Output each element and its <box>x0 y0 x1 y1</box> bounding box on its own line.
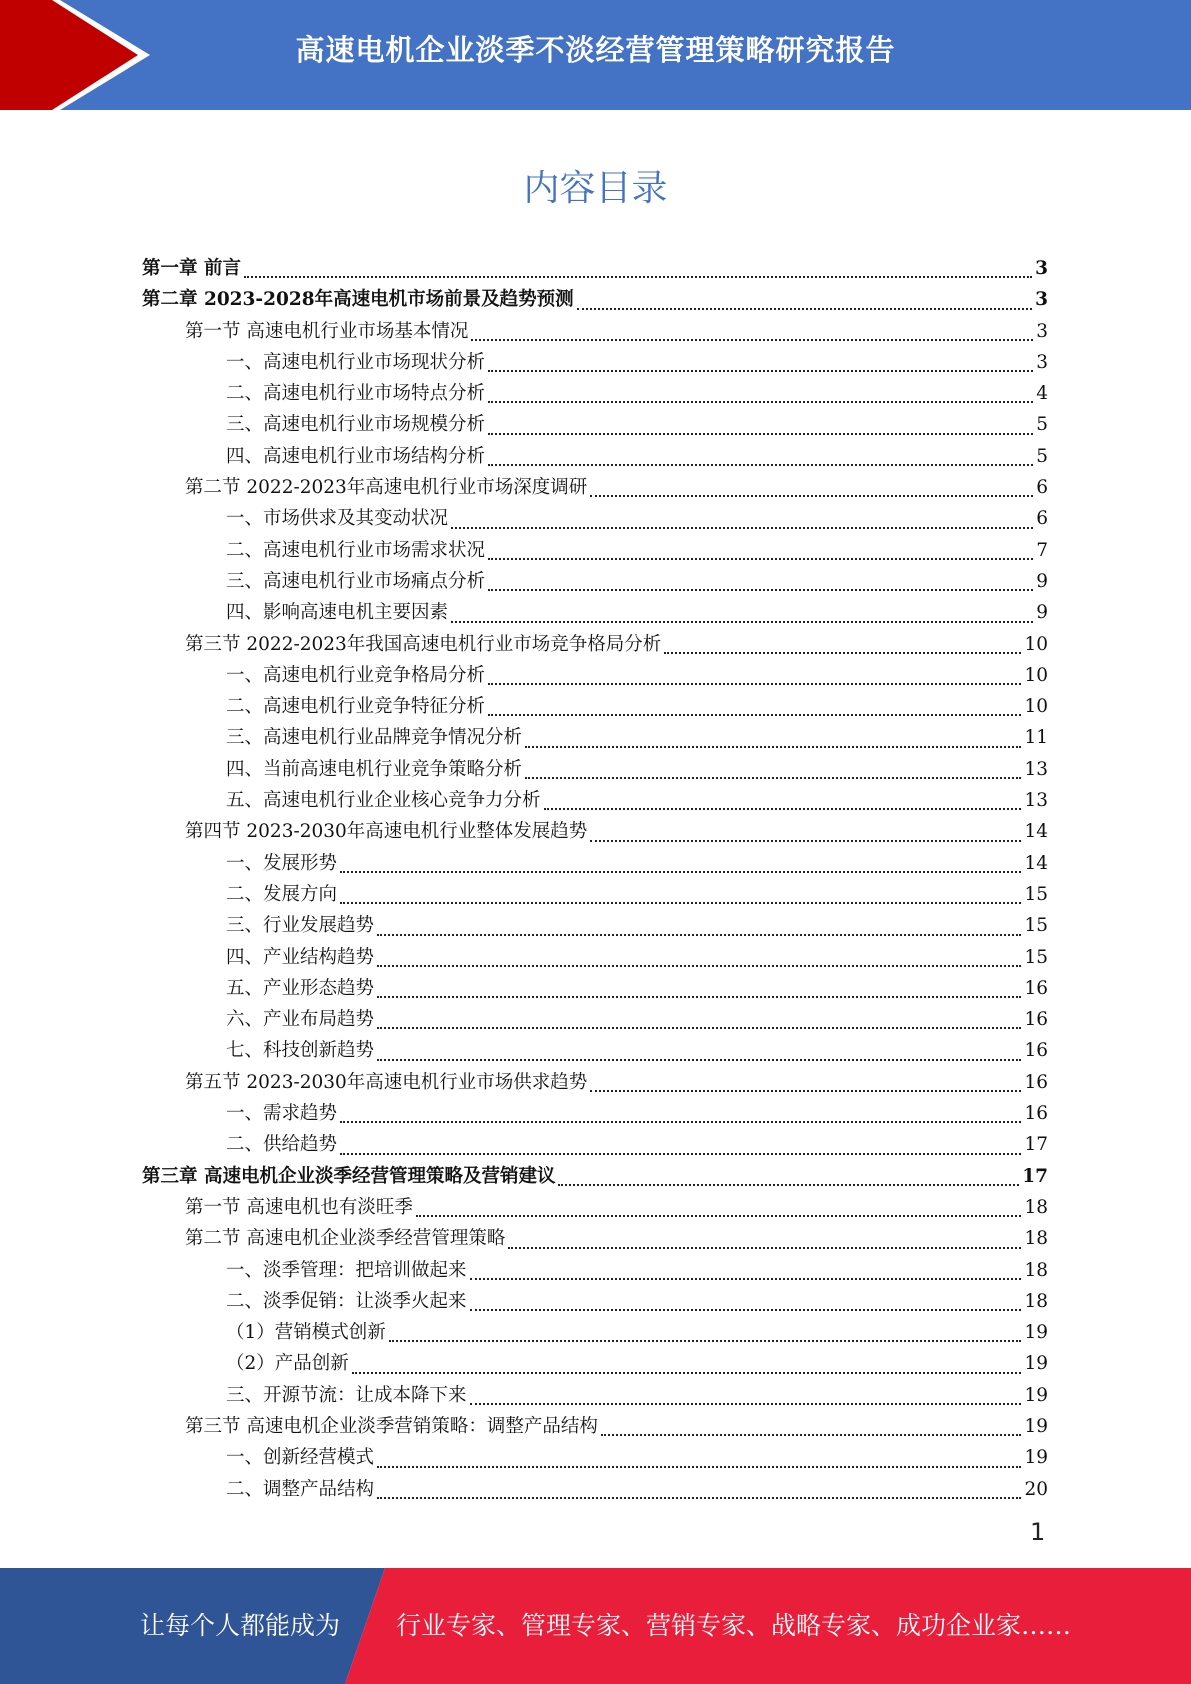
toc-dot-leader <box>389 1340 1022 1342</box>
toc-entry-page: 15 <box>1024 946 1048 968</box>
toc-entry[interactable] <box>142 1412 1048 1443</box>
toc-entry[interactable] <box>142 1068 1048 1099</box>
toc-entry-title: （1）营销模式创新 <box>226 1322 386 1344</box>
toc-entry-page: 16 <box>1024 1009 1048 1031</box>
toc-entry[interactable] <box>142 849 1048 880</box>
toc-entry-page: 20 <box>1024 1478 1048 1500</box>
toc-entry-page: 19 <box>1024 1353 1048 1375</box>
toc-dot-leader <box>577 308 1033 310</box>
toc-entry[interactable] <box>142 1287 1048 1318</box>
toc-entry-page: 10 <box>1024 696 1048 718</box>
toc-dot-leader <box>590 495 1033 497</box>
toc-dot-leader <box>508 1247 1021 1249</box>
toc-dot-leader <box>340 902 1021 904</box>
toc-entry[interactable] <box>142 723 1048 754</box>
toc-entry-page: 16 <box>1024 1071 1048 1093</box>
toc-entry-page: 3 <box>1035 289 1048 311</box>
toc-dot-leader <box>525 777 1021 779</box>
toc-entry-page: 13 <box>1024 790 1048 812</box>
toc-entry-title: 二、淡季促销：让淡季火起来 <box>226 1290 467 1312</box>
toc-dot-leader <box>340 871 1021 873</box>
toc-entry-title: 三、高速电机行业品牌竞争情况分析 <box>226 727 523 749</box>
toc-entry-page: 18 <box>1024 1290 1048 1312</box>
toc-entry[interactable] <box>142 1475 1048 1506</box>
toc-dot-leader <box>352 1372 1022 1374</box>
toc-entry-title: 三、高速电机行业市场痛点分析 <box>226 570 486 592</box>
toc-dot-leader <box>601 1434 1022 1436</box>
toc-entry[interactable] <box>142 1318 1048 1349</box>
toc-dot-leader <box>470 1403 1022 1405</box>
toc-entry[interactable] <box>142 943 1048 974</box>
toc-entry-page: 5 <box>1036 445 1048 467</box>
toc-dot-leader <box>590 840 1021 842</box>
toc-entry-page: 16 <box>1024 1103 1048 1125</box>
toc-dot-leader <box>471 339 1033 341</box>
toc-dot-leader <box>340 1153 1021 1155</box>
toc-dot-leader <box>470 1278 1022 1280</box>
toc-entry-title: 第四节 2023-2030年高速电机行业整体发展趋势 <box>185 821 588 843</box>
toc-entry-title: （2）产品创新 <box>226 1353 349 1375</box>
toc-entry-page: 16 <box>1024 977 1048 999</box>
toc-dot-leader <box>377 1497 1021 1499</box>
toc-entry[interactable] <box>142 630 1048 661</box>
toc-entry[interactable] <box>142 1036 1048 1067</box>
toc-entry[interactable] <box>142 317 1048 348</box>
toc-entry-page: 6 <box>1036 508 1048 530</box>
report-title: 高速电机企业淡季不淡经营管理策略研究报告 <box>295 33 896 67</box>
toc-entry-title: 第一节 高速电机也有淡旺季 <box>185 1196 413 1218</box>
toc-entry-page: 18 <box>1024 1228 1048 1250</box>
toc-dot-leader <box>544 808 1022 810</box>
toc-entry-page: 18 <box>1024 1196 1048 1218</box>
toc-dot-leader <box>451 527 1033 529</box>
toc-dot-leader <box>377 1466 1021 1468</box>
toc-entry-title: 一、创新经营模式 <box>226 1447 375 1469</box>
toc-entry-page: 19 <box>1024 1322 1048 1344</box>
toc-entry-page: 19 <box>1024 1415 1048 1437</box>
toc-entry[interactable] <box>142 755 1048 786</box>
toc-entry-page: 7 <box>1036 539 1048 561</box>
toc-dot-leader <box>340 1121 1021 1123</box>
toc-dot-leader <box>558 1184 1019 1186</box>
toc-entry[interactable] <box>142 692 1048 723</box>
toc-entry-title: 二、高速电机行业竞争特征分析 <box>226 696 486 718</box>
toc-entry-page: 9 <box>1036 602 1048 624</box>
toc-dot-leader <box>488 714 1021 716</box>
toc-entry-title: 三、高速电机行业市场规模分析 <box>226 414 486 436</box>
toc-entry-page: 6 <box>1036 477 1048 499</box>
toc-dot-leader <box>488 433 1033 435</box>
toc-dot-leader <box>664 652 1021 654</box>
toc-entry-page: 3 <box>1035 258 1048 279</box>
toc-dot-leader <box>377 1059 1021 1061</box>
toc-dot-leader <box>488 683 1021 685</box>
toc-entry[interactable] <box>142 442 1048 473</box>
toc-entry[interactable] <box>142 817 1048 848</box>
toc-entry-title: 第三节 高速电机企业淡季营销策略：调整产品结构 <box>185 1415 598 1437</box>
toc-entry-title: 三、开源节流：让成本降下来 <box>226 1384 467 1406</box>
toc-entry-title: 第三节 2022-2023年我国高速电机行业市场竞争格局分析 <box>185 633 662 655</box>
toc-entry-page: 15 <box>1024 883 1048 905</box>
toc-entry[interactable] <box>142 1162 1048 1193</box>
toc-entry[interactable] <box>142 1193 1048 1224</box>
toc-entry-title: 四、产业结构趋势 <box>226 946 375 968</box>
toc-entry-title: 七、科技创新趋势 <box>226 1040 375 1062</box>
toc-heading: 内容目录 <box>523 168 668 209</box>
toc-entry[interactable] <box>142 974 1048 1005</box>
toc-entry-title: 二、调整产品结构 <box>226 1478 375 1500</box>
toc-entry-title: 一、高速电机行业市场现状分析 <box>226 351 486 373</box>
toc-entry[interactable] <box>142 285 1048 316</box>
toc-entry-title: 一、需求趋势 <box>226 1103 338 1125</box>
toc-entry-page: 17 <box>1022 1165 1048 1187</box>
toc-dot-leader <box>377 965 1021 967</box>
toc-dot-leader <box>377 934 1021 936</box>
toc-entry[interactable] <box>142 504 1048 535</box>
toc-dot-leader <box>470 1309 1022 1311</box>
toc-entry[interactable] <box>142 1349 1048 1380</box>
toc-entry-title: 二、高速电机行业市场特点分析 <box>226 383 486 405</box>
toc-entry-title: 五、产业形态趋势 <box>226 977 375 999</box>
toc-entry-title: 第五节 2023-2030年高速电机行业市场供求趋势 <box>185 1071 588 1093</box>
toc-entry[interactable] <box>142 786 1048 817</box>
toc-entry-title: 第一章 前言 <box>142 258 241 279</box>
toc-entry[interactable] <box>142 473 1048 504</box>
toc-entry[interactable] <box>142 1130 1048 1161</box>
toc-entry-page: 19 <box>1024 1384 1048 1406</box>
toc-dot-leader <box>488 401 1033 403</box>
toc-entry-title: 第一节 高速电机行业市场基本情况 <box>185 320 469 342</box>
toc-entry-title: 一、高速电机行业竞争格局分析 <box>226 664 486 686</box>
table-of-contents <box>142 254 1048 1506</box>
toc-entry[interactable] <box>142 880 1048 911</box>
toc-entry[interactable] <box>142 1224 1048 1255</box>
toc-dot-leader <box>377 996 1021 998</box>
toc-entry[interactable] <box>142 254 1048 285</box>
toc-dot-leader <box>488 558 1033 560</box>
toc-entry-title: 二、发展方向 <box>226 883 338 905</box>
toc-entry-page: 3 <box>1036 320 1048 342</box>
footer-banner <box>0 1568 1191 1684</box>
toc-entry-page: 13 <box>1024 758 1048 780</box>
toc-entry-title: 一、市场供求及其变动状况 <box>226 508 449 530</box>
toc-entry-title: 第三章 高速电机企业淡季经营管理策略及营销建议 <box>142 1165 556 1187</box>
toc-entry-title: 四、高速电机行业市场结构分析 <box>226 445 486 467</box>
toc-entry-title: 三、行业发展趋势 <box>226 915 375 937</box>
toc-entry[interactable] <box>142 1381 1048 1412</box>
page-number: 1 <box>1030 1518 1046 1546</box>
toc-entry-title: 一、发展形势 <box>226 852 338 874</box>
toc-dot-leader <box>590 1090 1021 1092</box>
toc-entry-page: 14 <box>1024 821 1048 843</box>
toc-entry[interactable] <box>142 1099 1048 1130</box>
toc-entry-page: 14 <box>1024 852 1048 874</box>
toc-entry-page: 4 <box>1036 383 1048 405</box>
toc-entry[interactable] <box>142 536 1048 567</box>
toc-entry[interactable] <box>142 911 1048 942</box>
toc-entry[interactable] <box>142 661 1048 692</box>
toc-entry[interactable] <box>142 567 1048 598</box>
toc-dot-leader <box>488 589 1033 591</box>
toc-entry-title: 六、产业布局趋势 <box>226 1009 375 1031</box>
toc-entry[interactable] <box>142 1443 1048 1474</box>
toc-entry[interactable] <box>142 1005 1048 1036</box>
toc-entry-page: 5 <box>1036 414 1048 436</box>
toc-dot-leader <box>488 370 1033 372</box>
toc-entry[interactable] <box>142 410 1048 441</box>
toc-entry-title: 第二章 2023-2028年高速电机市场前景及趋势预测 <box>142 289 574 311</box>
toc-dot-leader <box>525 746 1021 748</box>
toc-dot-leader <box>416 1215 1022 1217</box>
header-banner <box>0 0 1191 110</box>
toc-entry[interactable] <box>142 348 1048 379</box>
toc-dot-leader <box>451 621 1033 623</box>
toc-entry-page: 11 <box>1024 727 1048 749</box>
toc-entry-title: 五、高速电机行业企业核心竞争力分析 <box>226 790 541 812</box>
toc-entry[interactable] <box>142 379 1048 410</box>
toc-entry-page: 17 <box>1024 1134 1048 1156</box>
toc-entry-page: 10 <box>1024 633 1048 655</box>
footer-slogan-left: 让每个人都能成为 <box>140 1611 341 1640</box>
toc-entry-page: 19 <box>1024 1447 1048 1469</box>
toc-entry-page: 3 <box>1036 351 1048 373</box>
toc-entry-page: 15 <box>1024 915 1048 937</box>
toc-entry-title: 四、影响高速电机主要因素 <box>226 602 449 624</box>
toc-entry-title: 第二节 高速电机企业淡季经营管理策略 <box>185 1228 506 1250</box>
toc-entry-page: 9 <box>1036 570 1048 592</box>
toc-entry-title: 二、高速电机行业市场需求状况 <box>226 539 486 561</box>
toc-entry-page: 10 <box>1024 664 1048 686</box>
toc-entry-title: 二、供给趋势 <box>226 1134 338 1156</box>
toc-entry-title: 四、当前高速电机行业竞争策略分析 <box>226 758 523 780</box>
toc-entry-title: 第二节 2022-2023年高速电机行业市场深度调研 <box>185 477 588 499</box>
toc-entry[interactable] <box>142 1256 1048 1287</box>
toc-entry-page: 16 <box>1024 1040 1048 1062</box>
toc-dot-leader <box>488 464 1033 466</box>
toc-dot-leader <box>377 1027 1021 1029</box>
footer-slogan-right: 行业专家、管理专家、营销专家、战略专家、成功企业家…… <box>396 1611 1072 1640</box>
toc-entry-title: 一、淡季管理：把培训做起来 <box>226 1259 467 1281</box>
toc-entry-page: 18 <box>1024 1259 1048 1281</box>
toc-entry[interactable] <box>142 598 1048 629</box>
toc-dot-leader <box>244 276 1032 278</box>
